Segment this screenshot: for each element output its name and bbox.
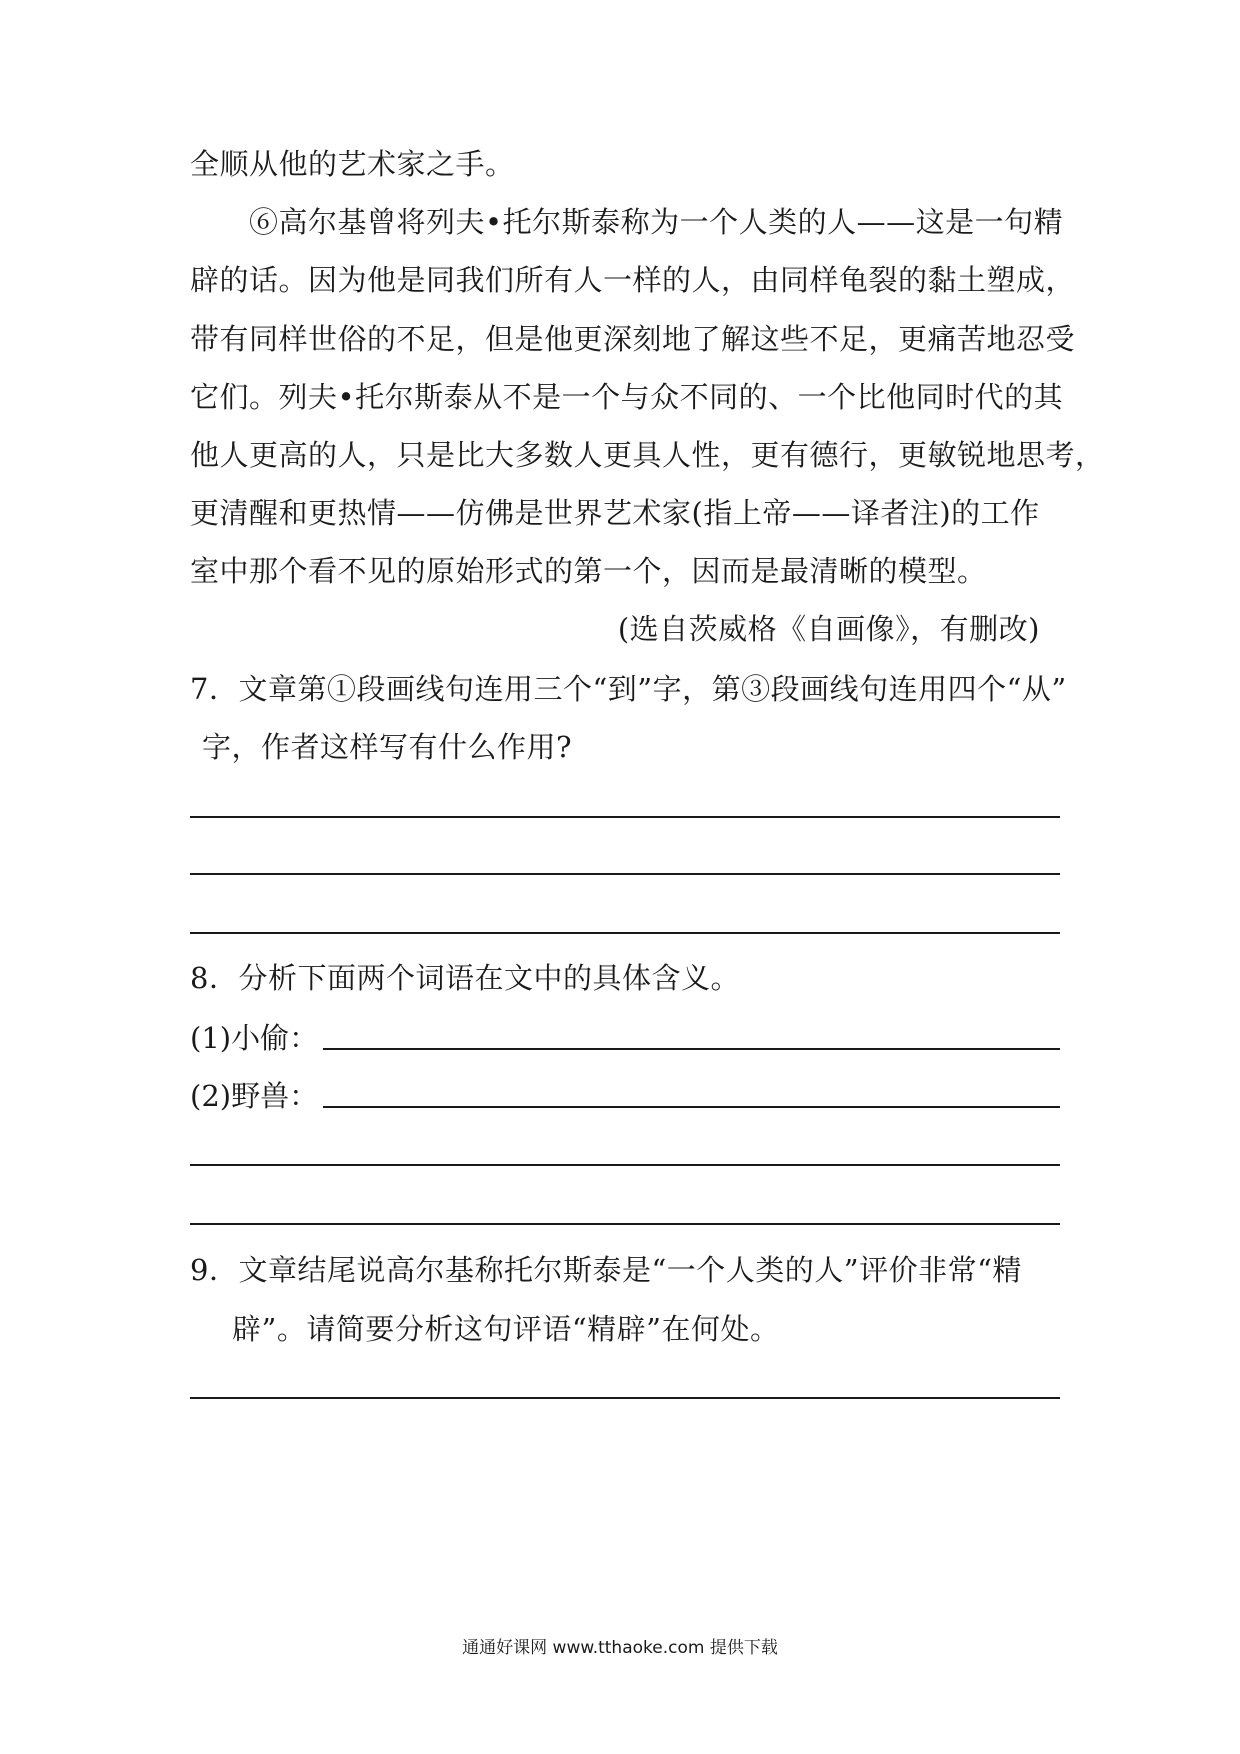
question-9-text-cont: 辟”。请简要分析这句评语“精辟”在何处。 bbox=[232, 1312, 780, 1346]
page-footer: 通通好课网 www.tthaoke.com 提供下载 bbox=[462, 1638, 778, 1658]
answer-line[interactable] bbox=[190, 1397, 1060, 1399]
question-7-text: 7．文章第①段画线句连用三个“到”字，第③段画线句连用四个“从” bbox=[190, 672, 1067, 706]
passage-line: ⑥高尔基曾将列夫•托尔斯泰称为一个人类的人——这是一句精 bbox=[190, 205, 1064, 239]
answer-line[interactable] bbox=[190, 1164, 1060, 1166]
answer-line[interactable] bbox=[323, 1106, 1060, 1108]
answer-line[interactable] bbox=[323, 1048, 1060, 1050]
passage-line: 更清醒和更热情——仿佛是世界艺术家(指上帝——译者注)的工作 bbox=[190, 496, 1040, 530]
passage-line: 他人更高的人，只是比大多数人更具人性，更有德行，更敏锐地思考， bbox=[190, 438, 1105, 472]
passage-source: (选自茨威格《自画像》，有删改) bbox=[617, 612, 1040, 646]
answer-line[interactable] bbox=[190, 816, 1060, 818]
question-8-text: 8．分析下面两个词语在文中的具体含义。 bbox=[190, 961, 740, 995]
passage-line: 室中那个看不见的原始形式的第一个，因而是最清晰的模型。 bbox=[190, 554, 987, 588]
passage-line: 辟的话。因为他是同我们所有人一样的人，由同样龟裂的黏土塑成， bbox=[190, 263, 1076, 297]
passage-line: 全顺从他的艺术家之手。 bbox=[190, 147, 515, 181]
question-8-item-label: (2)野兽： bbox=[190, 1079, 319, 1113]
answer-line[interactable] bbox=[190, 873, 1060, 875]
question-7-text-cont: 字，作者这样写有什么作用? bbox=[202, 730, 573, 764]
question-9-text: 9．文章结尾说高尔基称托尔斯泰是“一个人类的人”评价非常“精 bbox=[190, 1253, 1022, 1287]
passage-line: 它们。列夫•托尔斯泰从不是一个与众不同的、一个比他同时代的其 bbox=[190, 380, 1064, 414]
passage-line: 带有同样世俗的不足，但是他更深刻地了解这些不足，更痛苦地忍受 bbox=[190, 322, 1076, 356]
answer-line[interactable] bbox=[190, 1223, 1060, 1225]
answer-line[interactable] bbox=[190, 932, 1060, 934]
question-8-item-label: (1)小偷： bbox=[190, 1021, 319, 1055]
